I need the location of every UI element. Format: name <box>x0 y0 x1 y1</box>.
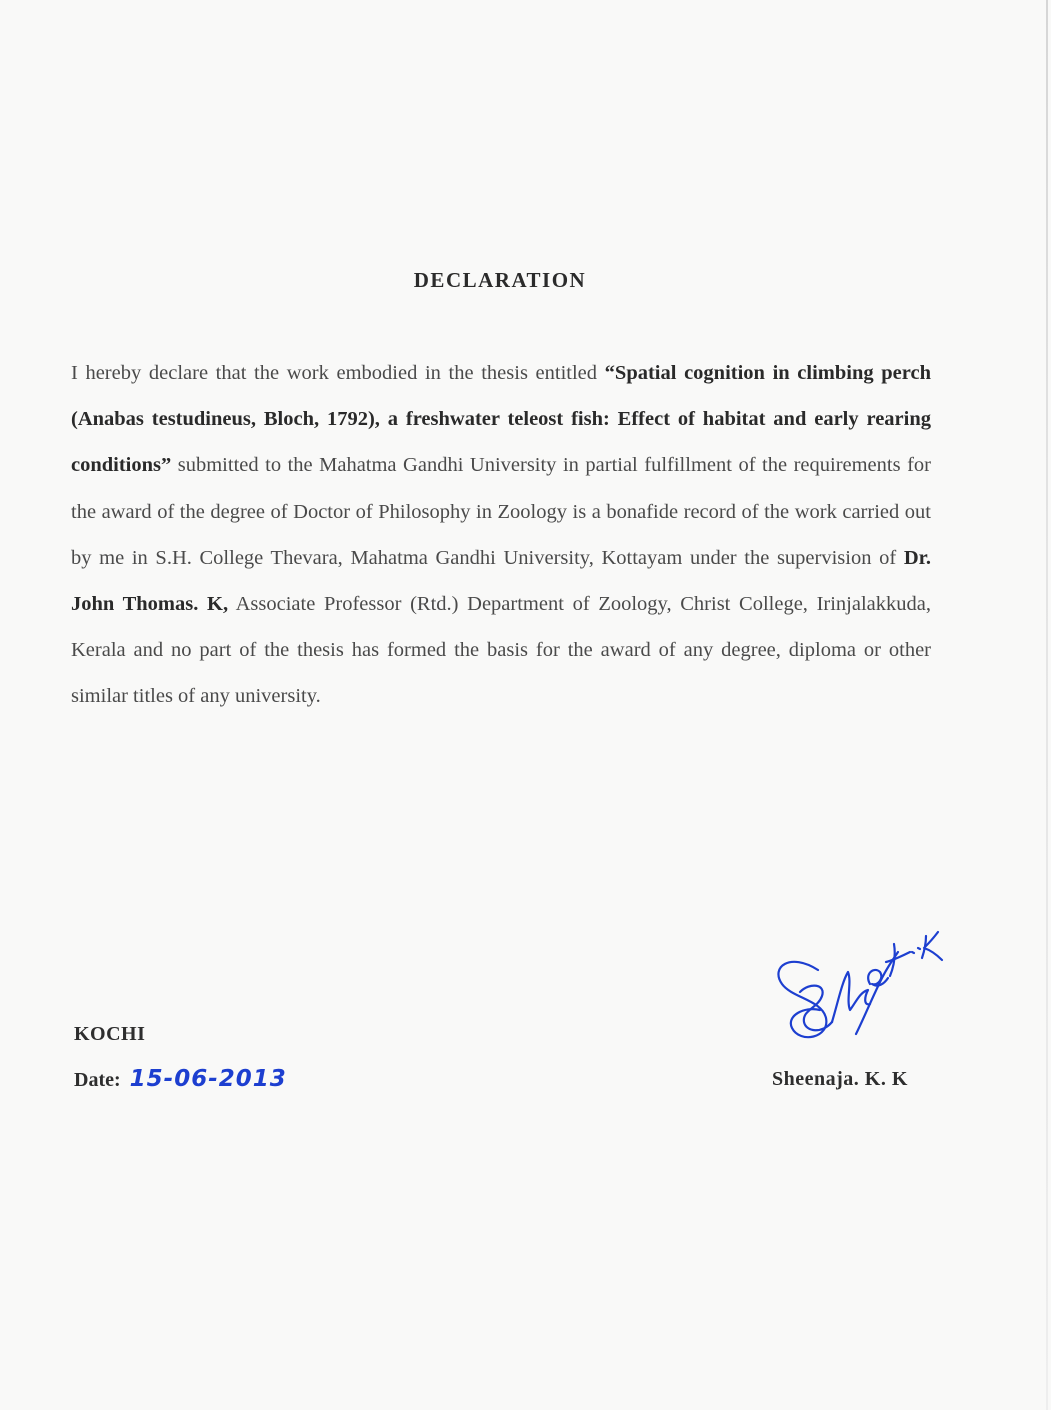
declaration-body <box>71 350 931 720</box>
date-label: Date: <box>74 1069 121 1091</box>
date-row <box>74 1066 287 1092</box>
supervisor-name: Dr. John Thomas. K, <box>71 546 931 616</box>
thesis-title: “Spatial cognition in climbing perch (Anabas testudineus, Bloch, 1792), a freshwater teleost fish: Effect of habitat and early rearing conditions” <box>71 362 931 477</box>
body-middle: submitted to the Mahatma Gandhi University in partial fulfillment of the requirements for the award of the degree of Doctor of Philosophy in Zoology is a bonafide record of the work carried out by me in S.H. College Thevara, Mahatma Gandhi University, Kottayam under the supervision of <box>71 454 931 569</box>
signatory-name: Sheenaja. K. K <box>772 1068 908 1090</box>
place-label: KOCHI <box>74 1023 146 1045</box>
body-intro: I hereby declare that the work embodied in the thesis entitled <box>71 362 605 384</box>
page-edge <box>1046 0 1048 1410</box>
signature-image <box>760 922 950 1052</box>
declaration-title: DECLARATION <box>413 268 587 292</box>
date-value: 15-06-2013 <box>129 1066 287 1092</box>
body-closing: Associate Professor (Rtd.) Department of Zoology, Christ College, Irinjalakkuda, Kerala and no part of the thesis has formed the basis for the award of any degree, diploma or other similar titles of any university. <box>71 593 931 708</box>
